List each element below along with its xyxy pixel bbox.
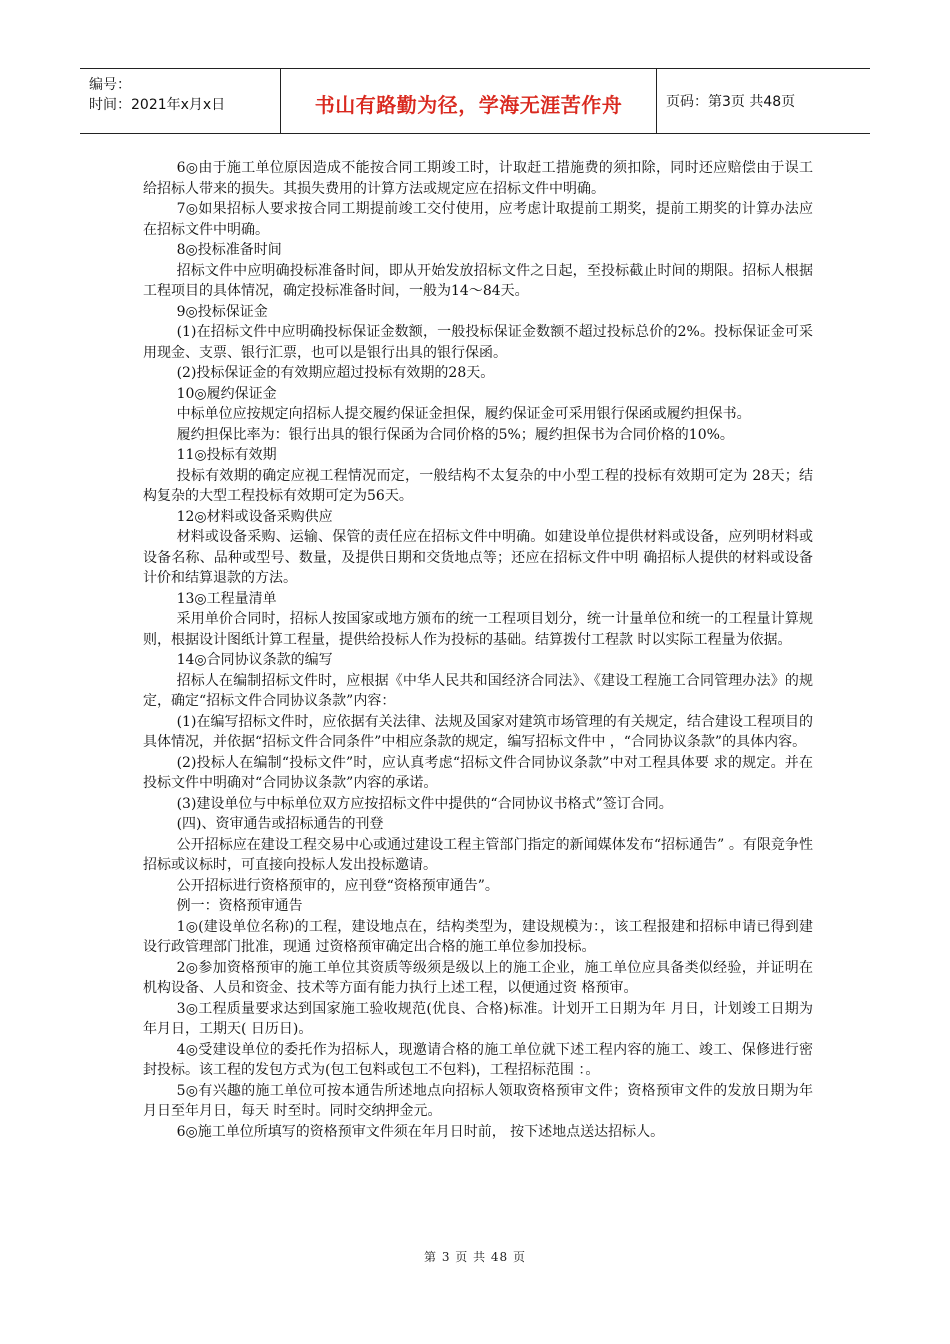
paragraph: 中标单位应按规定向招标人提交履约保证金担保，履约保证金可采用银行保函或履约担保书。 [176,406,751,422]
header-meta [89,75,225,115]
paragraph: 招标人在编制招标文件时，应根据《中华人民共和国经济合同法》、《建设工程施工合同管理办法》的规定，确定“招标文件合同协议条款”内容： [143,672,813,709]
paragraph: (1)在编写招标文件时，应依据有关法律、法规及国家对建筑市场管理的有关规定，结合建设工程项目的具体情况，并依据“招标文件合同条件”中相应条款的规定，编写招标文件中 ，“合同协议条款”的具体内容。 [143,713,813,750]
paragraph: 采用单价合同时，招标人按国家或地方颁布的统一工程项目划分，统一计量单位和统一的工程量计算规则，根据设计图纸计算工程量，提供给投标人作为投标的基础。结算拨付工程款 时以实际工程量为依据。 [143,611,813,648]
paragraph: 5◎有兴趣的施工单位可按本通告所述地点向招标人领取资格预审文件；资格预审文件的发放日期为年月日至年月日，每天 时至时。同时交纳押金元。 [143,1082,813,1119]
paragraph: 6◎由于施工单位原因造成不能按合同工期竣工时，计取赶工措施费的须扣除，同时还应赔偿由于误工给招标人带来的损失。其损失费用的计算方法或规定应在招标文件中明确。 [143,160,813,197]
section-heading: 12◎材料或设备采购供应 [176,508,333,525]
section-heading: 8◎投标准备时间 [176,242,282,258]
header-page-number: 页码：第3页 共48页 [666,94,796,110]
header-motto: 书山有路勤为径，学海无涯苦作舟 [314,93,623,117]
page-header [80,68,870,134]
section-heading: 14◎合同协议条款的编写 [176,652,333,668]
paragraph: 履约担保比率为：银行出具的银行保函为合同价格的5%；履约担保书为合同价格的10%。 [176,426,734,443]
paragraph: 6◎施工单位所填写的资格预审文件须在年月日时前， 按下述地点送达招标人。 [176,1123,665,1140]
paragraph: 3◎工程质量要求达到国家施工验收规范(优良、合格)标准。计划开工日期为年 月日，计划竣工日期为年月日，工期天( 日历日)。 [143,1000,813,1037]
paragraph: 投标有效期的确定应视工程情况而定，一般结构不太复杂的中小型工程的投标有效期可定为 28天；结构复杂的大型工程投标有效期可定为56天。 [143,467,813,504]
number-label: 编号： [89,77,131,93]
header-divider [656,69,657,133]
section-heading: 13◎工程量清单 [176,590,277,607]
document-body [143,158,813,1142]
page-footer: 第 3 页 共 48 页 [424,1250,526,1264]
paragraph: 1◎(建设单位名称)的工程，建设地点在，结构类型为，建设规模为：，该工程报建和招标申请已得到建设行政管理部门批准，现通 过资格预审确定出合格的施工单位参加投标。 [143,918,813,955]
paragraph: (1)在招标文件中应明确投标保证金数额，一般投标保证金数额不超过投标总价的2%。投标保证金可采用现金、支票、银行汇票，也可以是银行出具的银行保函。 [143,324,813,361]
paragraph: 公开招标进行资格预审的，应刊登“资格预审通告”。 [176,877,499,894]
paragraph: (3)建设单位与中标单位双方应按招标文件中提供的“合同协议书格式”签订合同。 [176,795,673,812]
paragraph: (2)投标保证金的有效期应超过投标有效期的28天。 [176,365,495,381]
paragraph: 2◎参加资格预审的施工单位其资质等级须是级以上的施工企业，施工单位应具备类似经验，并证明在机构设备、人员和资金、技术等方面有能力执行上述工程，以便通过资 格预审。 [143,959,813,996]
section-heading: 例一：资格预审通告 [176,898,303,914]
paragraph: (2)投标人在编制“投标文件”时，应认真考虑“招标文件合同协议条款”中对工程具体要 求的规定。并在投标文件中明确对“合同协议条款”内容的承诺。 [143,754,813,791]
section-heading: 11◎投标有效期 [176,447,277,463]
time-label: 时间：2021年x月x日 [89,97,226,113]
section-heading: 10◎履约保证金 [176,385,277,402]
section-heading: (四)、资审通告或招标通告的刊登 [176,816,384,832]
section-heading: 9◎投标保证金 [176,303,268,320]
paragraph: 7◎如果招标人要求按合同工期提前竣工交付使用，应考虑计取提前工期奖，提前工期奖的计算办法应在招标文件中明确。 [143,201,813,238]
paragraph: 公开招标应在建设工程交易中心或通过建设工程主管部门指定的新闻媒体发布“招标通告” 。有限竞争性招标或议标时，可直接向投标人发出投标邀请。 [143,836,813,873]
paragraph: 4◎受建设单位的委托作为招标人，现邀请合格的施工单位就下述工程内容的施工、竣工、保修进行密封投标。该工程的发包方式为(包工包料或包工不包料)，工程招标范围 ：。 [143,1041,813,1078]
paragraph: 招标文件中应明确投标准备时间，即从开始发放招标文件之日起，至投标截止时间的期限。招标人根据工程项目的具体情况，确定投标准备时间，一般为14～84天。 [143,262,813,299]
paragraph: 材料或设备采购、运输、保管的责任应在招标文件中明确。如建设单位提供材料或设备，应列明材料或设备名称、品种或型号、数量，及提供日期和交货地点等；还应在招标文件中明 确招标人提供的材料或设备计价和结算退款的方法。 [143,529,813,586]
